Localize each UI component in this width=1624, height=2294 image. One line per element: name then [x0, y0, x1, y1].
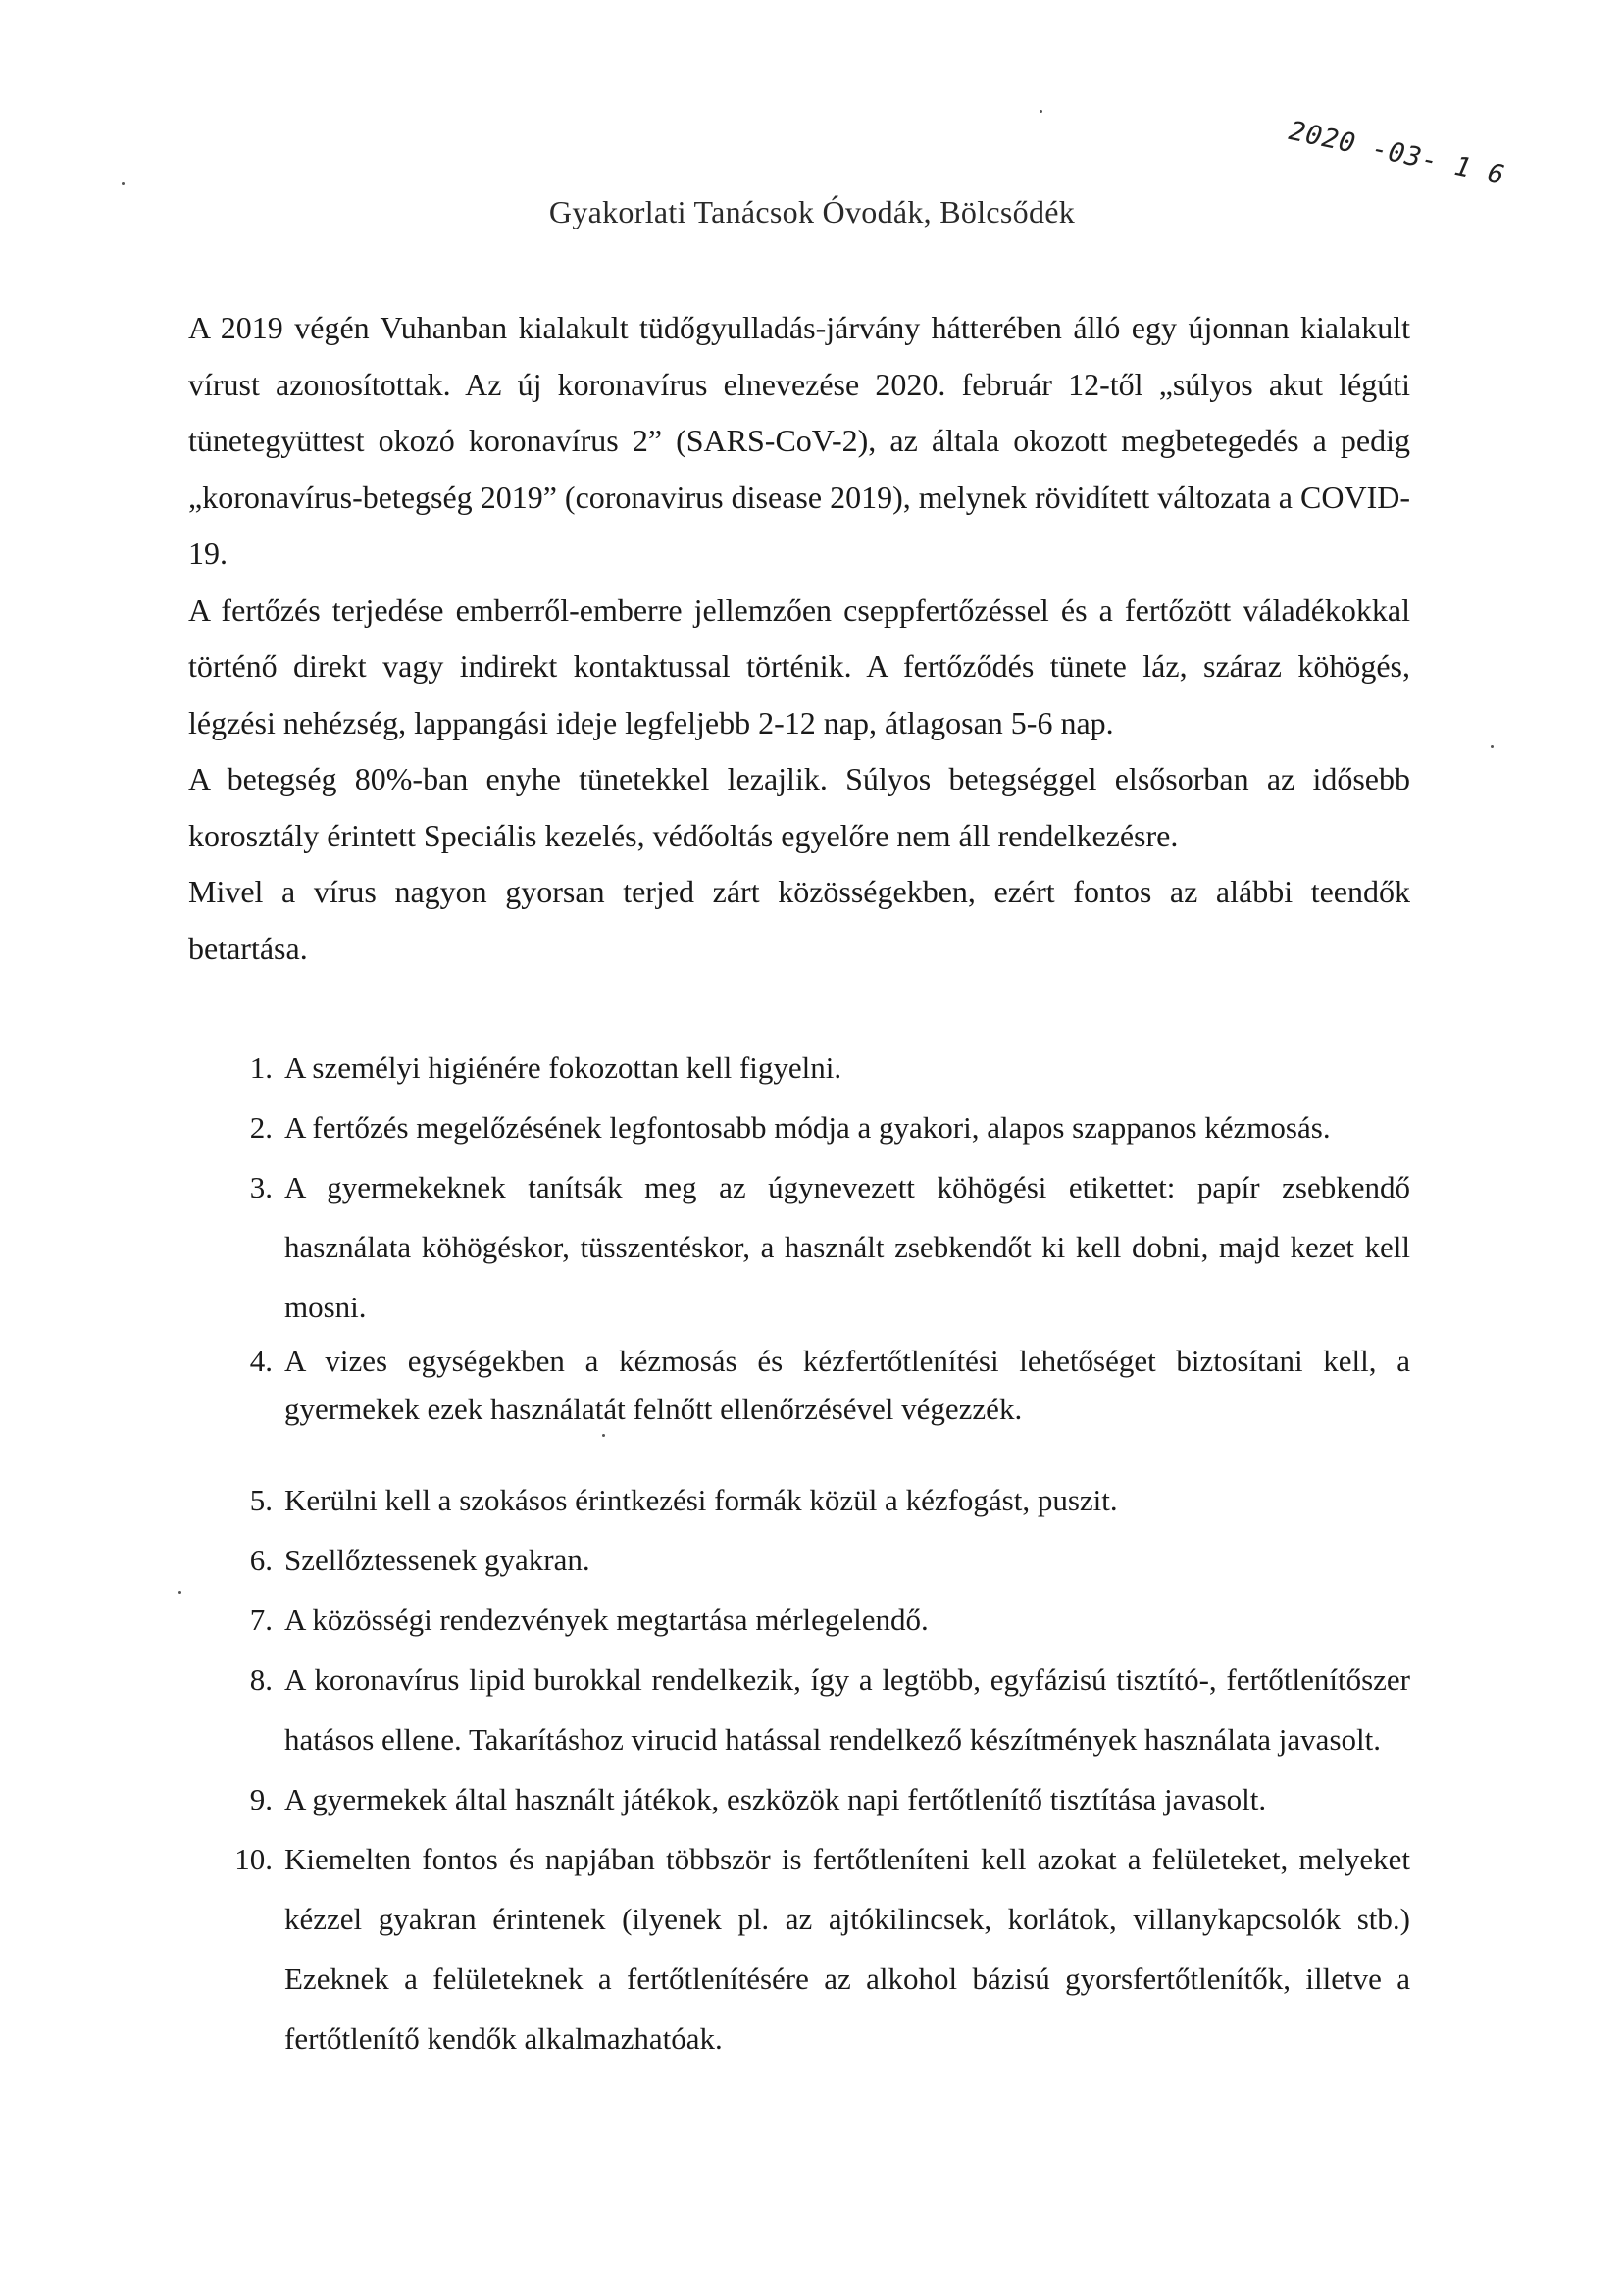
- list-item-text: A gyermekek által használt játékok, eszközök napi fertőtlenítő tisztítása javasolt.: [284, 1782, 1267, 1816]
- list-item: [188, 1590, 1410, 1650]
- list-item-number: 4.: [249, 1344, 273, 1378]
- list-item-number: 3.: [249, 1170, 273, 1204]
- date-stamp: 2020 -03- 1 6: [1286, 116, 1508, 191]
- list-item-text: A gyermekeknek tanítsák meg az úgynevezett köhögési etikettet: papír zsebkendő használata köhögéskor, tüsszentéskor, a használt zsebkendőt ki kell dobni, majd kezet kell mosni.: [284, 1170, 1410, 1324]
- intro-paragraph: A fertőzés terjedése emberről-emberre jellemzően cseppfertőzéssel és a fertőzött váladékokkal történő direkt vagy indirekt kontaktussal történik. A fertőződés tünete láz, száraz köhögés, légzési nehézség, lappangási ideje legfeljebb 2-12 nap, átlagosan 5-6 nap.: [188, 591, 1410, 740]
- scan-speck: [1491, 745, 1494, 748]
- list-item: [188, 1829, 1410, 2068]
- scan-speck: [122, 182, 125, 185]
- list-item-number: 5.: [249, 1483, 273, 1517]
- list-item-text: Kiemelten fontos és napjában többször is fertőtleníteni kell azokat a felületeket, melyeket kézzel gyakran érintenek (ilyenek pl. az ajtókilincsek, korlátok, villanykapcsolók stb.) Ezeknek a felületeknek a fertőtlenítésére az alkohol bázisú gyorsfertőtlenítők, illetve a fertőtlenítő kendők alkalmazhatóak.: [284, 1842, 1410, 2056]
- list-item-number: 2.: [249, 1110, 273, 1145]
- list-item: [188, 1530, 1410, 1590]
- list-item-number: 8.: [249, 1662, 273, 1697]
- advice-list: [188, 1038, 1410, 2068]
- scan-speck: [1040, 110, 1042, 113]
- intro-paragraph: A 2019 végén Vuhanban kialakult tüdőgyulladás-járvány hátterében álló egy újonnan kialakult vírust azonosítottak. Az új koronavírus elnevezése 2020. február 12-től „súlyos akut légúti tünetegyüttest okozó koronavírus 2” (SARS-CoV-2), az általa okozott megbetegedés a pedig „koronavírus-betegség 2019” (coronavirus disease 2019), melynek rövidített változata a COVID-19.: [188, 310, 1410, 571]
- intro-paragraph: A betegség 80%-ban enyhe tünetekkel lezajlik. Súlyos betegséggel elsősorban az idősebb korosztály érintett Speciális kezelés, védőoltás egyelőre nem áll rendelkezésre.: [188, 761, 1410, 853]
- list-item-number: 7.: [249, 1603, 273, 1637]
- list-item-text: Szellőztessenek gyakran.: [284, 1543, 590, 1577]
- list-item-number: 10.: [234, 1842, 273, 1876]
- intro-section: [188, 300, 1410, 977]
- list-item-text: A fertőzés megelőzésének legfontosabb módja a gyakori, alapos szappanos kézmosás.: [284, 1110, 1331, 1145]
- scan-speck: [602, 1434, 605, 1437]
- list-item-text: Kerülni kell a szokásos érintkezési formák közül a kézfogást, puszit.: [284, 1483, 1118, 1517]
- list-item-text: A vizes egységekben a kézmosás és kézfertőtlenítési lehetőséget biztosítani kell, a gyermekek ezek használatát felnőtt ellenőrzésével végezzék.: [284, 1344, 1410, 1426]
- intro-paragraph: Mivel a vírus nagyon gyorsan terjed zárt közösségekben, ezért fontos az alábbi teendők betartása.: [188, 874, 1410, 966]
- list-item-text: A személyi higiénére fokozottan kell figyelni.: [284, 1050, 842, 1085]
- scan-speck: [178, 1591, 181, 1594]
- list-item: [188, 1038, 1410, 1097]
- document-title: Gyakorlati Tanácsok Óvodák, Bölcsődék: [548, 194, 1076, 229]
- list-item-number: 6.: [249, 1543, 273, 1577]
- list-item-number: 1.: [249, 1050, 273, 1085]
- list-item-text: A közösségi rendezvények megtartása mérlegelendő.: [284, 1603, 929, 1637]
- list-item: [188, 1157, 1410, 1337]
- list-item: [188, 1337, 1410, 1433]
- list-item: [188, 1470, 1410, 1530]
- list-item-text: A koronavírus lipid burokkal rendelkezik, így a legtöbb, egyfázisú tisztító-, fertőtlenítőszer hatásos ellene. Takarításhoz virucid hatással rendelkező készítmények használata javasolt.: [284, 1662, 1410, 1757]
- list-item: [188, 1097, 1410, 1157]
- list-item: [188, 1769, 1410, 1829]
- list-item-number: 9.: [249, 1782, 273, 1816]
- list-item: [188, 1650, 1410, 1769]
